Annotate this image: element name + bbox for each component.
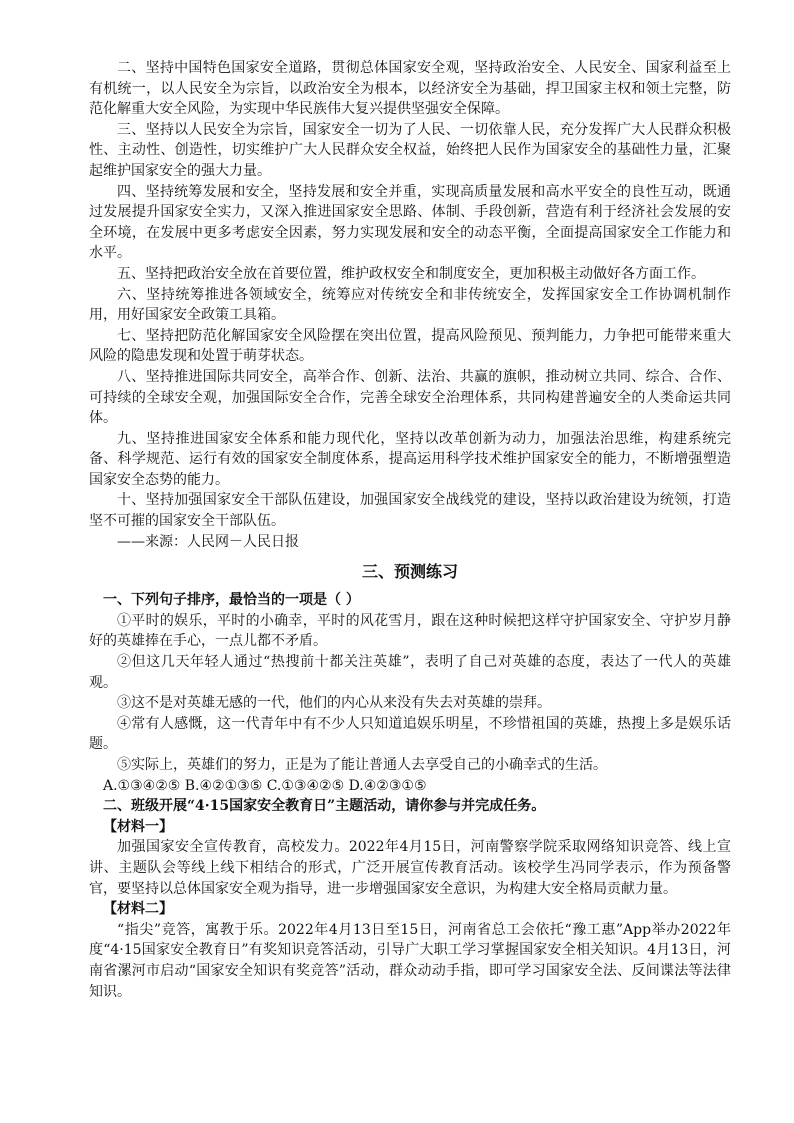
source-line: ——来源：人民网－人民日报 bbox=[117, 533, 299, 550]
paragraph-point-6: 六、坚持统筹推进各领域安全，统筹应对传统安全和非传统安全，发挥国家安全工作协调机制作用，用好国家安全政策工具箱。 bbox=[89, 286, 731, 324]
material-2-label: 【材料二】 bbox=[103, 901, 173, 918]
paragraph-point-5: 五、坚持把政治安全放在首要位置，维护政权安全和制度安全，更加积极主动做好各方面工作。 bbox=[117, 265, 705, 282]
material-1-label: 【材料一】 bbox=[103, 818, 173, 835]
paragraph-point-7: 七、坚持把防范化解国家安全风险摆在突出位置，提高风险预见、预判能力，力争把可能带来重大风险的隐患发现和处置于萌芽状态。 bbox=[89, 327, 731, 365]
paragraph-point-9: 九、坚持推进国家安全体系和能力现代化，坚持以改革创新为动力，加强法治思维，构建系统完备、科学规范、运行有效的国家安全制度体系，提高运用科学技术维护国家安全的能力，不断增强塑造国家安全态势的能力。 bbox=[89, 430, 731, 488]
question-1-options: A.①③④②⑤ B.④②①③⑤ C.①③④②⑤ D.④②③①⑤ bbox=[103, 777, 427, 794]
question-1-title: 一、下列句子排序，最恰当的一项是（ ） bbox=[103, 592, 360, 609]
paragraph-point-4: 四、坚持统筹发展和安全，坚持发展和安全并重，实现高质量发展和高水平安全的良性互动，既通过发展提升国家安全实力，又深入推进国家安全思路、体制、手段创新，营造有利于经济社会发展的安全环境，在发展中更多考虑安全因素，努力实现发展和安全的动态平衡，全面提高国家安全工作能力和水平。 bbox=[89, 183, 731, 262]
material-1-text: 加强国家安全宣传教育，高校发力。2022年4月15日，河南警察学院采取网络知识竞答、线上宣讲、主题队会等线上线下相结合的形式，广泛开展宣传教育活动。该校学生冯同学表示，作为预备警官，要坚持以总体国家安全观为指导，进一步增强国家安全意识，为构建大安全格局贡献力量。 bbox=[89, 839, 731, 897]
question-2-title: 二、班级开展“4·15国家安全教育日”主题活动，请你参与并完成任务。 bbox=[103, 798, 546, 815]
question-1-sentence-2: ②但这几天年轻人通过“热搜前十都关注英雄”，表明了自己对英雄的态度，表达了一代人的英雄观。 bbox=[89, 654, 731, 691]
paragraph-point-2: 二、坚持中国特色国家安全道路，贯彻总体国家安全观，坚持政治安全、人民安全、国家利益至上有机统一，以人民安全为宗旨，以政治安全为根本，以经济安全为基础，捍卫国家主权和领土完整，防范化解重大安全风险，为实现中华民族伟大复兴提供坚强安全保障。 bbox=[89, 60, 731, 118]
material-2-text: “指尖”竞答，寓教于乐。2022年4月13日至15日，河南省总工会依托“豫工惠”App举办2022年度“4·15国家安全教育日”有奖知识竞答活动，引导广大职工学习掌握国家安全相关知识。4月13日，河南省漯河市启动“国家安全知识有奖竞答”活动，群众动动手指，即可学习国家安全法、反间谍法等法律知识。 bbox=[89, 921, 731, 1000]
question-1-sentence-5: ⑤实际上，英雄们的努力，正是为了能让普通人去享受自己的小确幸式的生活。 bbox=[117, 757, 607, 773]
question-1-sentence-4: ④常有人感慨，这一代青年中有不少人只知道追娱乐明星，不珍惜祖国的英雄，热搜上多是娱乐话题。 bbox=[89, 715, 731, 753]
document-page bbox=[89, 58, 731, 1002]
paragraph-point-3: 三、坚持以人民安全为宗旨，国家安全一切为了人民、一切依靠人民，充分发挥广大人民群众积极性、主动性、创造性，切实维护广大人民群众安全权益，始终把人民作为国家安全的基础性力量，汇聚起维护国家安全的强大力量。 bbox=[89, 121, 731, 179]
question-1-sentence-1: ①平时的娱乐，平时的小确幸，平时的风花雪月，跟在这种时候把这样守护国家安全、守护岁月静好的英雄捧在手心，一点儿都不矛盾。 bbox=[89, 612, 731, 650]
paragraph-point-8: 八、坚持推进国际共同安全，高举合作、创新、法治、共赢的旗帜，推动树立共同、综合、合作、可持续的全球安全观，加强国际安全合作，完善全球安全治理体系，共同构建普遍安全的人类命运共同体。 bbox=[89, 368, 731, 427]
section-title: 三、预测练习 bbox=[361, 562, 458, 582]
paragraph-point-10: 十、坚持加强国家安全干部队伍建设，加强国家安全战线党的建设，坚持以政治建设为统领，打造坚不可摧的国家安全干部队伍。 bbox=[89, 492, 731, 530]
question-1-sentence-3: ③这不是对英雄无感的一代，他们的内心从来没有失去对英雄的崇拜。 bbox=[117, 695, 551, 712]
